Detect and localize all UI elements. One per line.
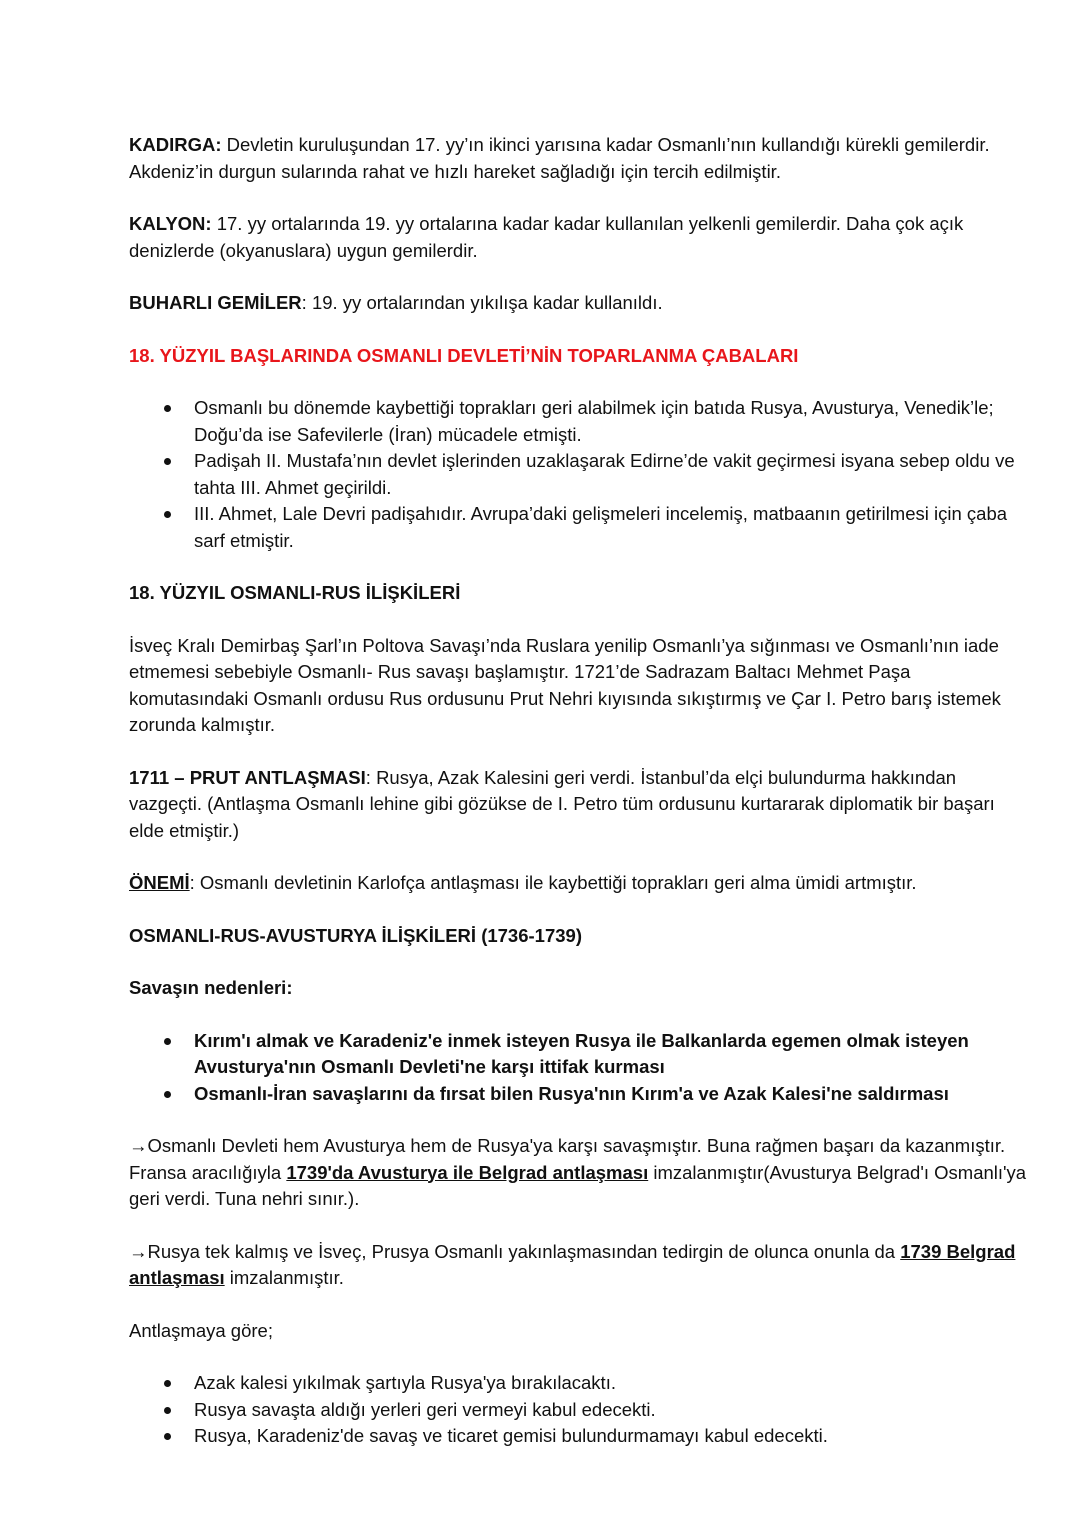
onemi-paragraph [129, 870, 1034, 897]
kadirga-text: Devletin kuruluşundan 17. yy’ın ikinci yarısına kadar Osmanlı’nın kullandığı kürekli gemilerdir. Akdeniz’in durgun sularında rahat ve hızlı hareket sağladığı için tercih edilmiştir. [129, 134, 990, 182]
p1-emphasis: 1739'da Avusturya ile Belgrad antlaşması [286, 1161, 649, 1183]
p1-after: imzalanmıştır(Avusturya Belgrad'ı Osmanlı'ya geri verdi. Tuna nehri sınır.). [129, 1161, 1027, 1209]
buharli-paragraph [129, 290, 1034, 317]
list-item: Rusya savaşta aldığı yerleri geri vermeyi kabul edecekti. [194, 1397, 1034, 1424]
onemi-text: : Osmanlı devletinin Karlofça antlaşması ile kaybettiği toprakları geri alma ümidi artmıştır. [189, 872, 917, 893]
kalyon-text: 17. yy ortalarında 19. yy ortalarına kadar kadar kullanılan yelkenli gemilerdir. Daha çok açık denizlerde (okyanuslara) uygun gemilerdir. [129, 213, 964, 261]
section2-paragraph: İsveç Kralı Demirbaş Şarl’ın Poltova Savaşı’nda Ruslara yenilip Osmanlı’ya sığınması ve Osmanlı’nın iade etmemesi sebebiyle Osmanlı- Rus savaşı başlamıştır. 1721’de Sadrazam Baltacı Mehmet Paşa komutasındaki Osmanlı ordusu Rus ordusunu Prut Nehri kıyısında sıkıştırmış ve Çar I. Petro barış istemek zorunda kalmıştır. [129, 634, 1001, 735]
list-item: Azak kalesi yıkılmak şartıyla Rusya'ya bırakılacaktı. [194, 1370, 1034, 1397]
kalyon-label: KALYON: [129, 213, 212, 234]
causes-heading: Savaşın nedenleri: [129, 977, 293, 998]
buharli-label: BUHARLI GEMİLER [129, 292, 302, 313]
section3-heading: OSMANLI-RUS-AVUSTURYA İLİŞKİLERİ (1736-1739) [129, 924, 582, 946]
document-content [129, 132, 1034, 1476]
buharli-text: : 19. yy ortalarından yıkılışa kadar kullanıldı. [301, 292, 663, 313]
prut-paragraph [129, 765, 1034, 845]
list-item: Rusya, Karadeniz'de savaş ve ticaret gemisi bulundurmamayı kabul edecekti. [194, 1423, 1034, 1450]
list-item: III. Ahmet, Lale Devri padişahıdır. Avrupa’daki gelişmeleri incelemiş, matbaanın getirilmesi için çaba sarf etmiştir. [194, 501, 1034, 554]
causes-bullet-list [129, 1028, 1034, 1108]
belgrad-austria-paragraph [129, 1133, 1034, 1213]
section1-heading: 18. YÜZYIL BAŞLARINDA OSMANLI DEVLETİ’NİN TOPARLANMA ÇABALARI [129, 344, 799, 366]
kadirga-label: KADIRGA: [129, 134, 222, 155]
list-item: Padişah II. Mustafa’nın devlet işlerinden uzaklaşarak Edirne’de vakit geçirmesi isyana sebep oldu ve tahta III. Ahmet geçirildi. [194, 448, 1034, 501]
p2-emphasis: 1739 Belgrad antlaşması [129, 1240, 1016, 1288]
onemi-label: ÖNEMİ [129, 872, 190, 893]
list-item: Osmanlı bu dönemde kaybettiği toprakları geri alabilmek için batıda Rusya, Avusturya, Venedik’le; Doğu’da ise Safevilerle (İran) mücadele etmişti. [194, 395, 1034, 448]
section2-heading: 18. YÜZYIL OSMANLI-RUS İLİŞKİLERİ [129, 582, 461, 603]
prut-label: 1711 – PRUT ANTLAŞMASI [129, 766, 366, 788]
p2-after: imzalanmıştır. [224, 1267, 344, 1288]
kalyon-paragraph [129, 211, 1034, 264]
terms-intro: Antlaşmaya göre; [129, 1319, 273, 1341]
terms-bullet-list [129, 1370, 1034, 1450]
p1-before: →Osmanlı Devleti hem Avusturya hem de Rusya'ya karşı savaşmıştır. Buna rağmen başarı da kazanmıştır. Fransa aracılığıyla [129, 1135, 1006, 1183]
belgrad-russia-paragraph [129, 1239, 1034, 1292]
list-item: Kırım'ı almak ve Karadeniz'e inmek isteyen Rusya ile Balkanlarda egemen olmak isteyen Avusturya'nın Osmanlı Devleti'ne karşı ittifak kurması [194, 1028, 1034, 1081]
list-item: Osmanlı-İran savaşlarını da fırsat bilen Rusya'nın Kırım'a ve Azak Kalesi'ne saldırması [194, 1081, 1034, 1108]
section1-bullet-list [129, 395, 1034, 554]
kadirga-paragraph [129, 132, 1034, 185]
prut-text: : Rusya, Azak Kalesini geri verdi. İstanbul’da elçi bulundurma hakkından vazgeçti. (Antlaşma Osmanlı lehine gibi gözükse de I. Petro tüm ordusunu kurtararak diplomatik bir başarı elde etmiştir.) [129, 766, 995, 841]
p2-before: →Rusya tek kalmış ve İsveç, Prusya Osmanlı yakınlaşmasından tedirgin de olunca onunla da [129, 1240, 901, 1262]
